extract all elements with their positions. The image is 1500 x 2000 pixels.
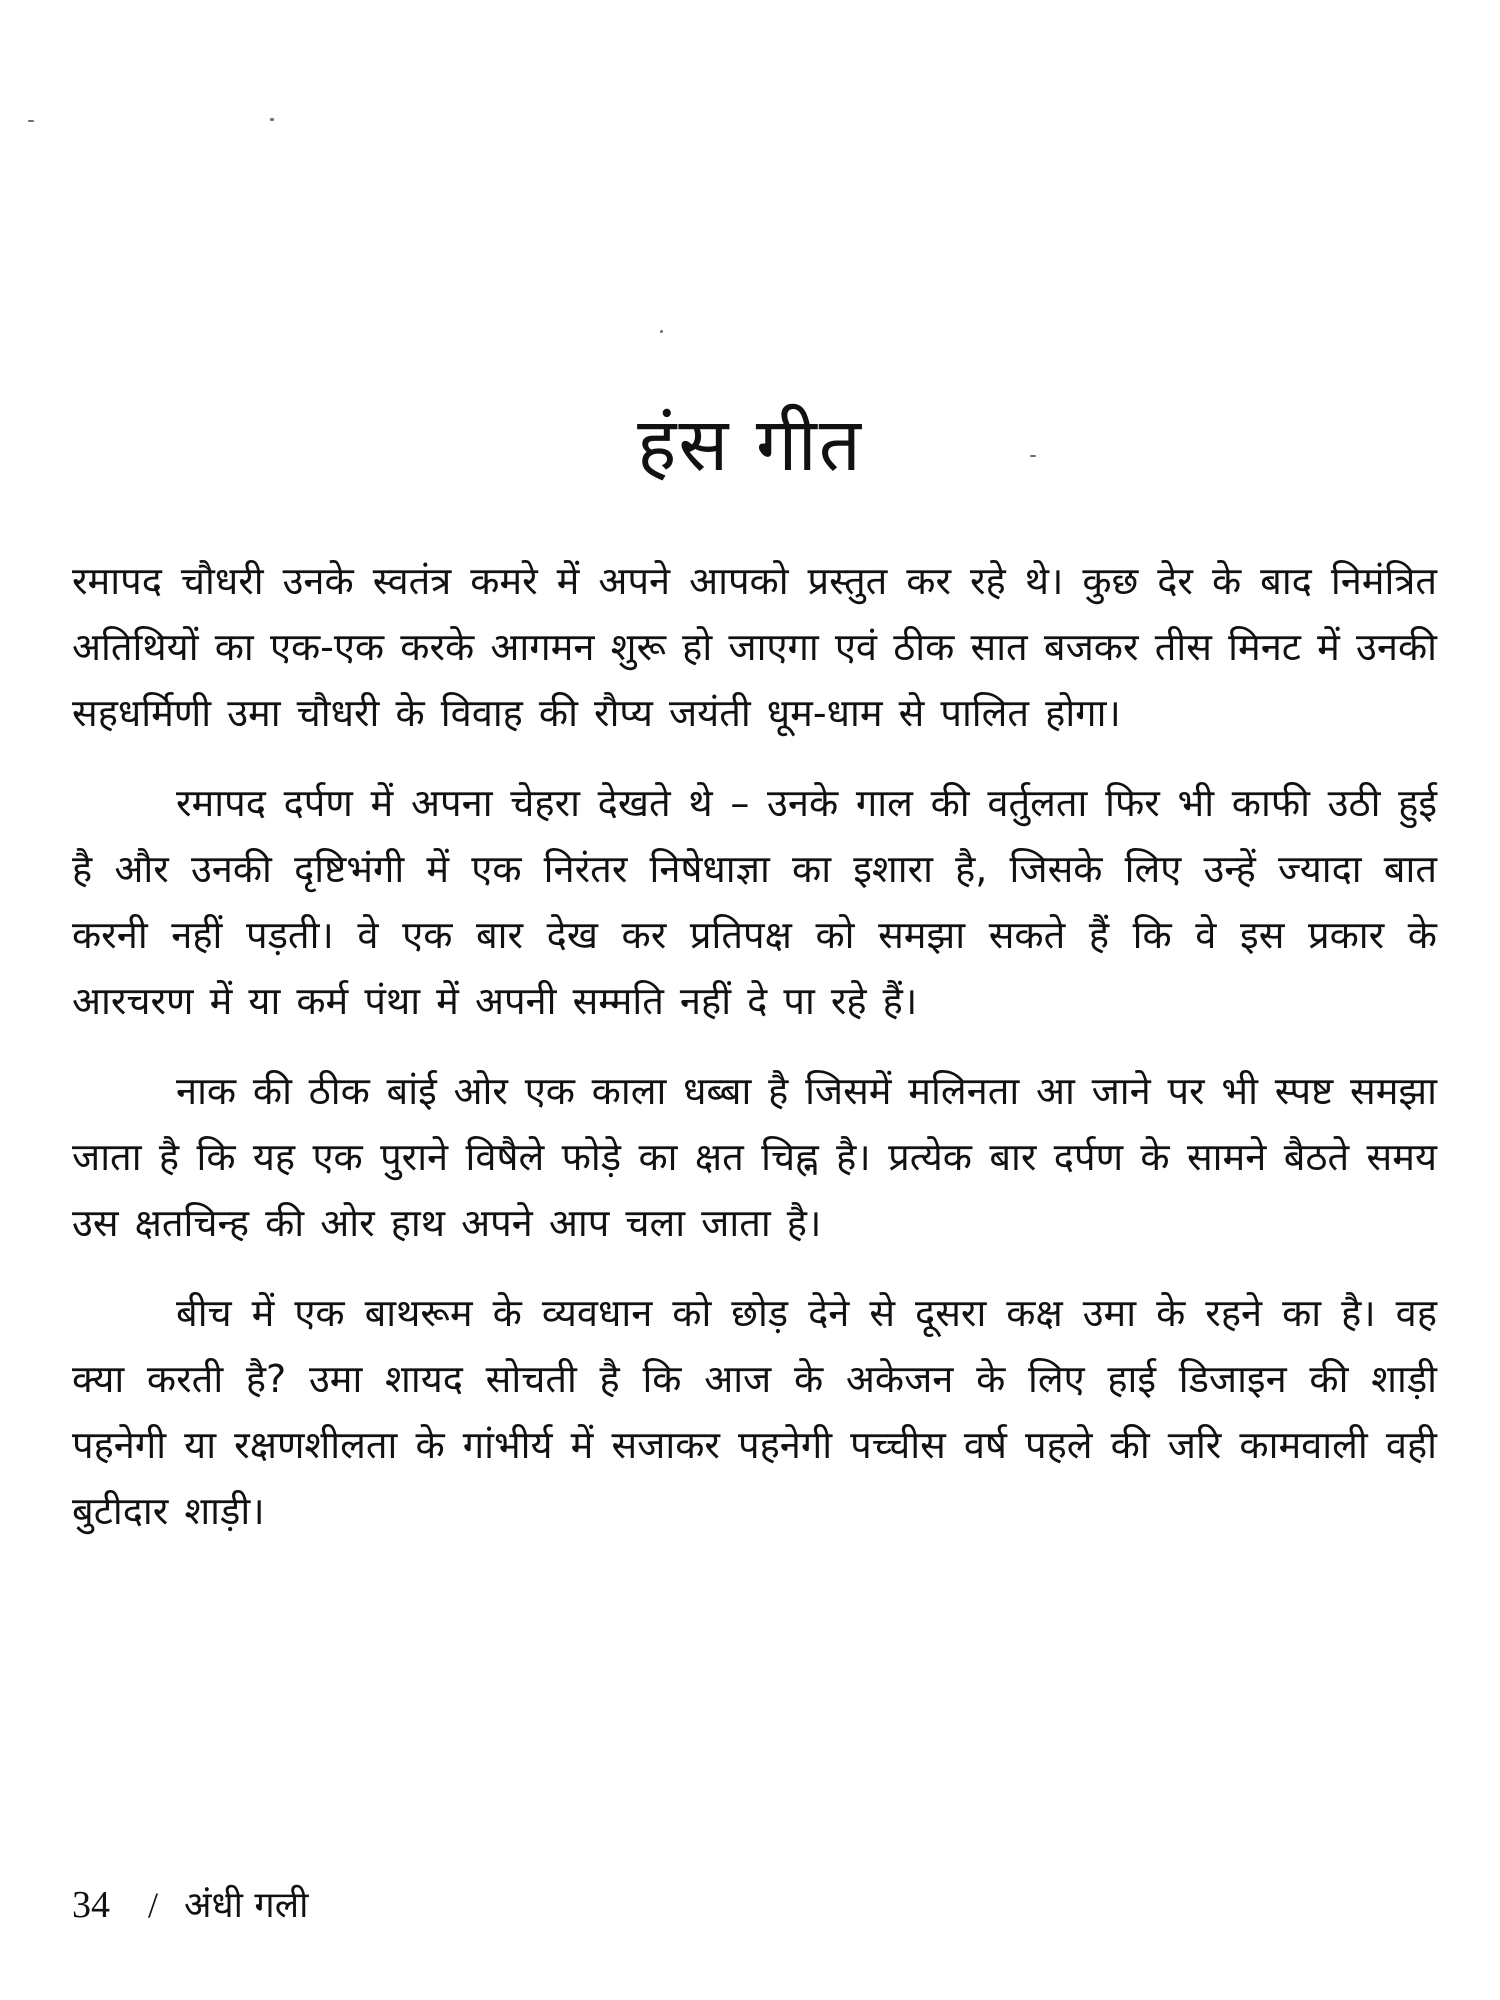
scan-speck [660,330,663,333]
chapter-title: हंस गीत [637,401,863,488]
book-title: अंधी गली [184,1885,309,1926]
paragraph: रमापद चौधरी उनके स्वतंत्र कमरे में अपने आपको प्रस्तुत कर रहे थे। कुछ देर के बाद निमंत्रित अतिथियों का एक-एक करके आगमन शुरू हो जाएगा एवं ठीक सात बजकर तीस मिनट में उनकी सहधर्मिणी उमा चौधरी के विवाह की रौप्य जयंती धूम-धाम से पालित होगा। [72,559,1437,735]
paragraph: नाक की ठीक बांई ओर एक काला धब्बा है जिसमें मलिनता आ जाने पर भी स्पष्ट समझा जाता है कि यह एक पुराने विषैले फोड़े का क्षत चिह्न है। प्रत्येक बार दर्पण के सामने बैठते समय उस क्षतचिन्ह की ओर हाथ अपने आप चला जाता है। [72,1069,1437,1245]
chapter-body [72,548,1437,1568]
page-footer [72,1880,308,1931]
scan-speck [270,118,274,121]
scan-speck [28,120,34,122]
footer-separator: / [148,1885,159,1925]
paragraph: रमापद दर्पण में अपना चेहरा देखते थे – उनके गाल की वर्तुलता फिर भी काफी उठी हुई है और उनकी दृष्टिभंगी में एक निरंतर निषेधाज्ञा का इशारा है, जिसके लिए उन्हें ज्यादा बात करनी नहीं पड़ती। वे एक बार देख कर प्रतिपक्ष को समझा सकते हैं कि वे इस प्रकार के आरचरण में या कर्म पंथा में अपनी सम्मति नहीं दे पा रहे हैं। [72,781,1437,1023]
page-number: 34 [72,1884,110,1926]
paragraph: बीच में एक बाथरूम के व्यवधान को छोड़ देने से दूसरा कक्ष उमा के रहने का है। वह क्या करती है? उमा शायद सोचती है कि आज के अकेजन के लिए हाई डिजाइन की शाड़ी पहनेगी या रक्षणशीलता के गांभीर्य में सजाकर पहनेगी पच्चीस वर्ष पहले की जरि कामवाली वही बुटीदार शाड़ी। [72,1291,1437,1533]
